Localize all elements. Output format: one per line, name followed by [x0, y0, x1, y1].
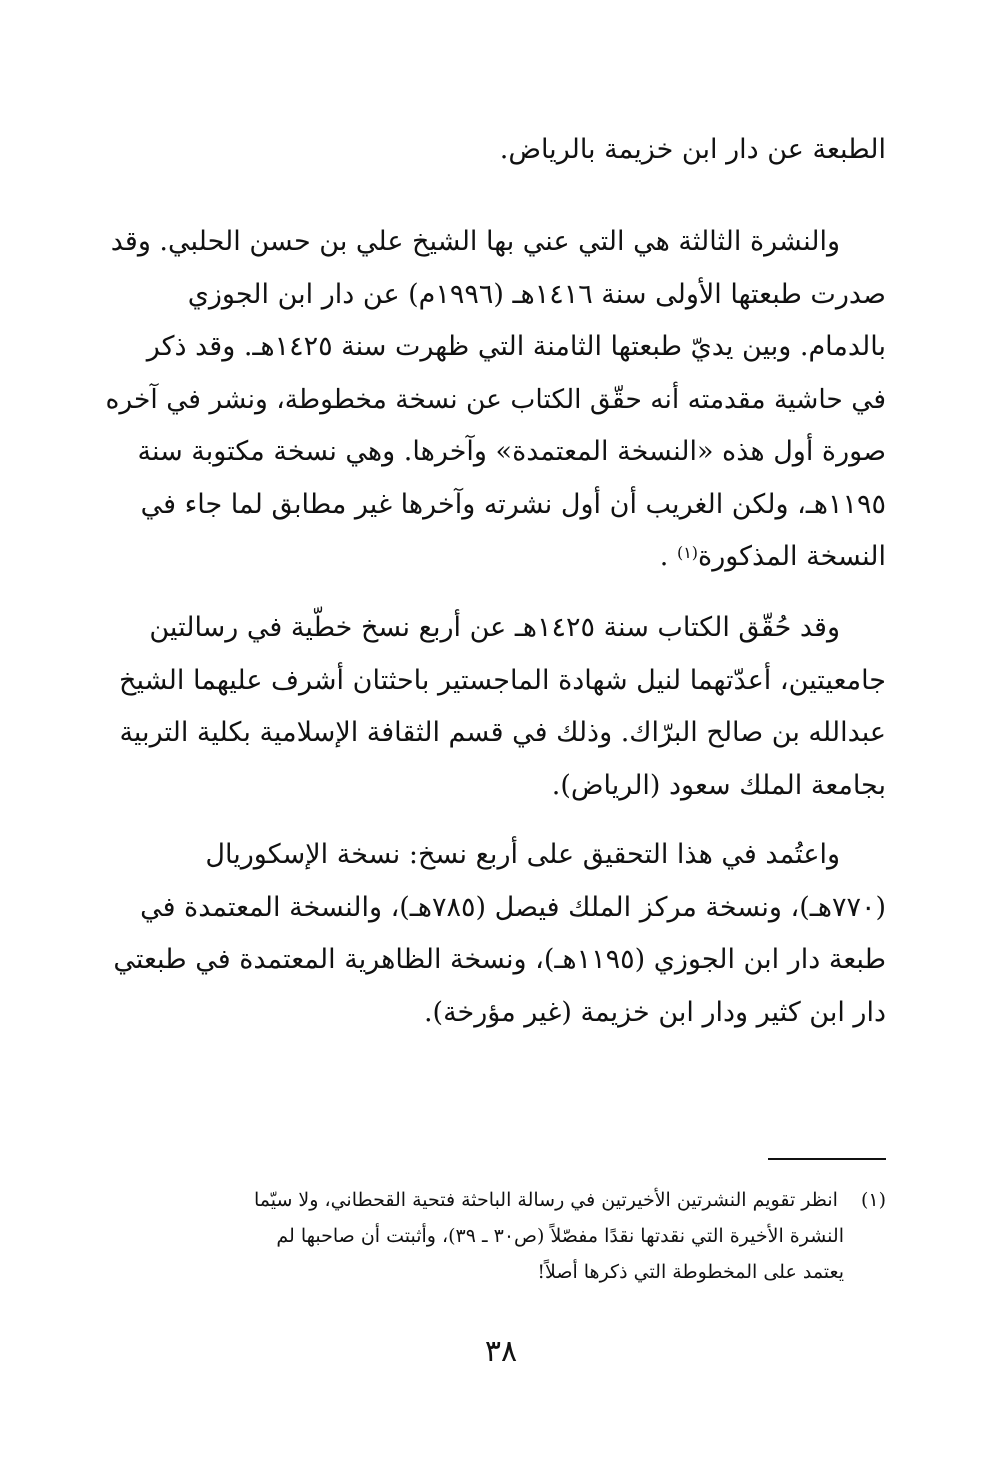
- paragraph-4: [100, 829, 886, 1039]
- text-line: وقد حُقّق الكتاب سنة ١٤٢٥هـ عن أربع نسخ خطّية في رسالتين: [149, 612, 840, 643]
- paragraph-2: [100, 216, 886, 584]
- text-line: (٧٧٠هـ)، ونسخة مركز الملك فيصل (٧٨٥هـ)، والنسخة المعتمدة في: [140, 891, 886, 923]
- footnote-line: النشرة الأخيرة التي نقدتها نقدًا مفصّلاً (ص٣٠ ـ ٣٩)، وأثبتت أن صاحبها لم: [276, 1225, 844, 1247]
- text-line: طبعة دار ابن الجوزي (١١٩٥هـ)، ونسخة الظاهرية المعتمدة في طبعتي: [113, 944, 886, 975]
- sentence-end: .: [659, 541, 669, 572]
- footnote: [100, 1182, 886, 1290]
- text-line: ١١٩٥هـ، ولكن الغريب أن أول نشرته وآخرها غير مطابق لما جاء في: [140, 488, 886, 520]
- paragraph-3: [100, 602, 886, 812]
- text-line: الطبعة عن دار ابن خزيمة بالرياض.: [499, 134, 886, 165]
- footnote-divider: [768, 1158, 886, 1160]
- intro-line-block: [100, 124, 886, 177]
- text-segment: النسخة المذكورة: [698, 541, 886, 572]
- footnote-line: [100, 1182, 886, 1218]
- text-line: واعتُمد في هذا التحقيق على أربع نسخ: نسخة الإسكوريال: [205, 839, 840, 870]
- text-line: صورة أول هذه «النسخة المعتمدة» وآخرها. وهي نسخة مكتوبة سنة: [137, 436, 886, 467]
- page-number: ٣٨: [484, 1334, 518, 1369]
- footnote-text: انظر تقويم النشرتين الأخيرتين في رسالة الباحثة فتحية القحطاني، ولا سيّما: [253, 1189, 838, 1211]
- text-line: بجامعة الملك سعود (الرياض).: [551, 769, 886, 801]
- text-line: جامعيتين، أعدّتهما لنيل شهادة الماجستير باحثتان أشرف عليهما الشيخ: [119, 664, 886, 696]
- text-line: والنشرة الثالثة هي التي عني بها الشيخ علي بن حسن الحلبي. وقد: [110, 226, 840, 257]
- text-line: عبدالله بن صالح البرّاك. وذلك في قسم الثقافة الإسلامية بكلية التربية: [119, 717, 886, 748]
- text-line: صدرت طبعتها الأولى سنة ١٤١٦هـ (١٩٩٦م) عن دار ابن الجوزي: [187, 278, 886, 310]
- footnote-reference[interactable]: (١): [676, 543, 699, 562]
- text-line: بالدمام. وبين يديّ طبعتها الثامنة التي ظهرت سنة ١٤٢٥هـ. وقد ذكر: [146, 331, 886, 362]
- text-line-with-footnote: [100, 531, 886, 584]
- footnote-line: يعتمد على المخطوطة التي ذكرها أصلاً!: [537, 1261, 844, 1283]
- text-line: دار ابن كثير ودار ابن خزيمة (غير مؤرخة).: [423, 996, 886, 1028]
- text-line: في حاشية مقدمته أنه حقّق الكتاب عن نسخة مخطوطة، ونشر في آخره: [105, 383, 886, 415]
- footnote-number: (١): [860, 1189, 886, 1211]
